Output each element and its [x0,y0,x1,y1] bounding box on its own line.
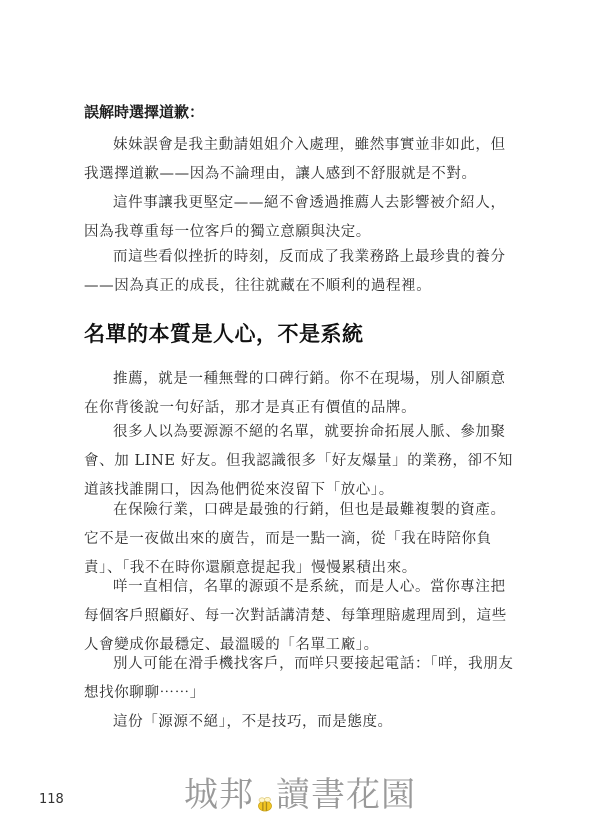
watermark-text-left: 城邦 [184,775,254,815]
section-heading: 誤解時選擇道歉： [84,103,205,121]
watermark-logo [184,770,424,820]
bee-icon [256,795,274,813]
paragraph: 別人可能在滑手機找客戶，而咩只要接起電話：「咩，我朋友想找你聊聊⋯⋯」 [84,656,514,701]
paragraph: 而這些看似挫折的時刻，反而成了我業務路上最珍貴的養分——因為真正的成長，往往就藏在不順利的過程裡。 [84,249,506,294]
paragraph: 咩一直相信，名單的源頭不是系統，而是人心。當你專注把每個客戶照顧好、每一次對話講清楚、每筆理賠處理周到，這些人會變成你最穩定、最溫暖的「名單工廠」。 [84,579,507,653]
page-number: 118 [39,792,64,807]
watermark-text-right: 讀書花園 [276,775,416,815]
paragraph: 推薦，就是一種無聲的口碑行銷。你不在現場，別人卻願意在你背後說一句好話，那才是真正有價值的品牌。 [84,371,506,416]
paragraph: 妹妹誤會是我主動請姐姐介入處理，雖然事實並非如此，但我選擇道歉——因為不論理由，讓人感到不舒服就是不對。 [84,137,506,182]
paragraph: 很多人以為要源源不絕的名單，就要拚命拓展人脈、參加聚會、加 LINE 好友。但我認識很多「好友爆量」的業務，卻不知道該找誰開口，因為他們從來沒留下「放心」。 [84,424,513,498]
paragraph: 這份「源源不絕」，不是技巧，而是態度。 [113,714,393,730]
chapter-title: 名單的本質是人心，不是系統 [84,322,364,346]
paragraph: 在保險行業，口碑是最強的行銷，但也是最難複製的資產。它不是一夜做出來的廣告，而是一點一滴，從「我在時陪你負責」、「我不在時你還願意提起我」慢慢累積出來。 [84,502,506,576]
paragraph: 這件事讓我更堅定——絕不會透過推薦人去影響被介紹人，因為我尊重每一位客戶的獨立意願與決定。 [84,195,506,240]
